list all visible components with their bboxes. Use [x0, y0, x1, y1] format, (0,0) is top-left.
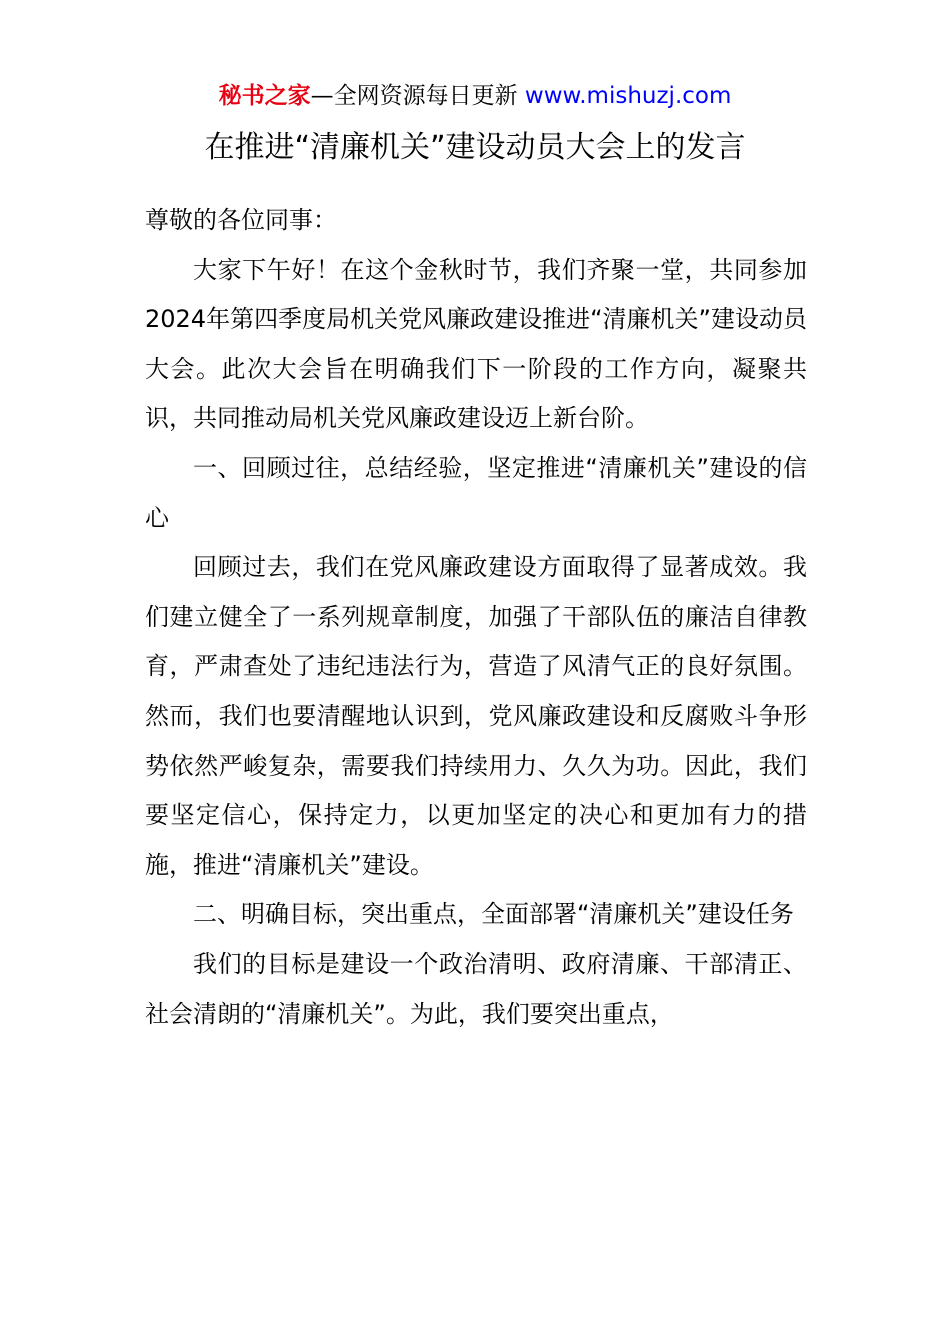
salutation: 尊敬的各位同事： [145, 206, 337, 234]
paragraph-greeting: 大家下午好！在这个金秋时节，我们齐聚一堂，共同参加2024年第四季度局机关党风廉政建设推进“清廉机关”建设动员大会。此次大会旨在明确我们下一阶段的工作方向，凝聚共识，共同推动局机关党风廉政建设迈上新台阶。 [145, 255, 807, 433]
brand-name: 秘书之家 [218, 83, 311, 109]
document-title: 在推进“清廉机关”建设动员大会上的发言 [204, 130, 746, 165]
paragraph-review: 回顾过去，我们在党风廉政建设方面取得了显著成效。我们建立健全了一系列规章制度，加强了干部队伍的廉洁自律教育，严肃查处了违纪违法行为，营造了风清气正的良好氛围。然而，我们也要清醒地认识到，党风廉政建设和反腐败斗争形势依然严峻复杂，需要我们持续用力、久久为功。因此，我们要坚定信心，保持定力，以更加坚定的决心和更加有力的措施，推进“清廉机关”建设。 [145, 553, 807, 879]
section-heading-1: 一、回顾过往，总结经验，坚定推进“清廉机关”建设的信心 [145, 453, 807, 532]
site-url[interactable]: www.mishuzj.com [524, 83, 732, 109]
document-body [145, 196, 807, 1039]
section-heading-2: 二、明确目标，突出重点，全面部署“清廉机关”建设任务 [193, 900, 794, 929]
page-header [0, 80, 950, 112]
header-tagline: —全网资源每日更新 [310, 83, 525, 109]
paragraph-goals: 我们的目标是建设一个政治清明、政府清廉、干部清正、社会清朗的“清廉机关”。为此，我们要突出重点， [145, 949, 807, 1028]
